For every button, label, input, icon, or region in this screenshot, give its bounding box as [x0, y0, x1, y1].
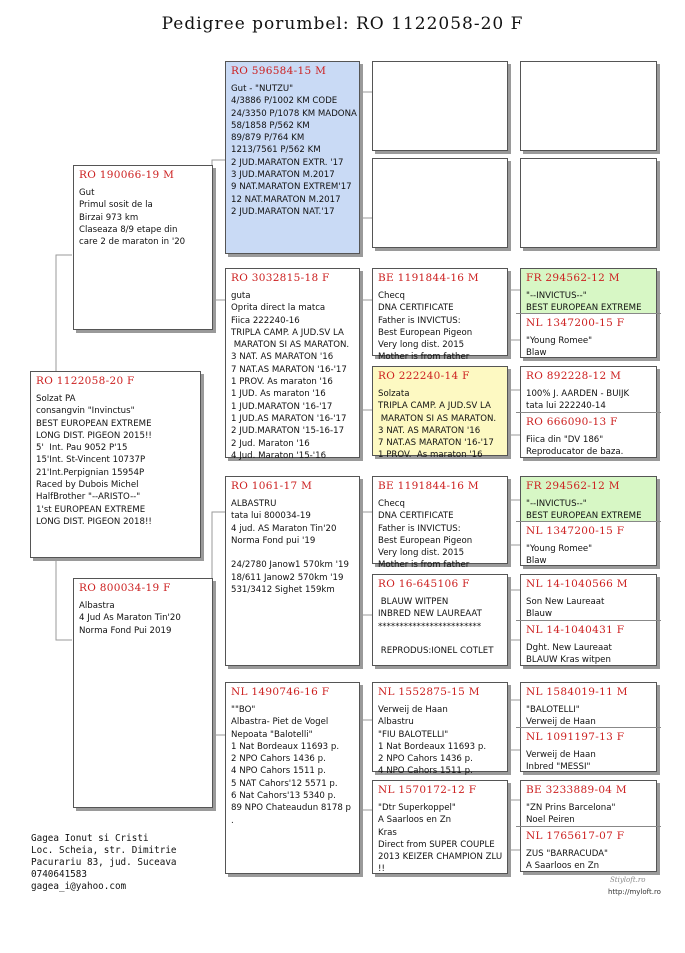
gen4-ring-6: NL 1347200-15 F — [526, 317, 625, 329]
sire-sire-notes: Gut - "NUTZU" 4/3886 P/1002 KM CODE 24/3350 P/1078 KM MADONA 58/1858 P/562 KM 89/879 P/764 KM 1213/7561 P/562 KM 2 JUD.MARATON EXTR. '17 3 JUD.MARATON M.2017 9 NAT.MARATON EXTREM'17 12 NAT.MARATON M.2017 2 JUD.MARATON NAT.'17 — [231, 84, 357, 217]
gen3-card-8[interactable] — [372, 780, 508, 874]
gen4-ring-16: NL 1765617-07 F — [526, 830, 625, 842]
dam-sire-ring: RO 1061-17 M — [231, 480, 313, 492]
dam-dam-card[interactable] — [225, 682, 360, 874]
dam-sire-card[interactable] — [225, 476, 360, 666]
gen4-notes-5: "--INVICTUS--" BEST EUROPEAN EXTREME — [526, 291, 642, 314]
gen4-cell-14[interactable] — [521, 728, 656, 777]
gen3-card-1[interactable] — [372, 61, 508, 151]
gen4-ring-11: NL 14-1040566 M — [526, 578, 628, 590]
gen4-card-pair-6[interactable] — [520, 574, 657, 666]
gen3-ring-5: BE 1191844-16 M — [378, 480, 479, 492]
gen4-ring-14: NL 1091197-13 F — [526, 731, 625, 743]
dam-notes: Albastra 4 Jud As Maraton Tin'20 Norma Fond Pui 2019 — [79, 601, 181, 636]
gen4-notes-7: 100% J. AARDEN - BUIJK tata lui 222240-14 — [526, 389, 630, 412]
gen4-card-pair-8[interactable] — [520, 780, 657, 872]
sire-card[interactable] — [73, 165, 213, 330]
gen3-notes-3: Checq DNA CERTIFICATE Father is INVICTUS: Best European Pigeon Very long dist. 2015 Mother is from father — [378, 291, 473, 363]
subject-notes: Solzat PA consangvin "Invinctus" BEST EUROPEAN EXTREME LONG DIST. PIGEON 2015!! 5' Int. Pau 9052 P'15 15'Int. St-Vincent 10737P 21'Int.Perpignian 15954P Raced by Dubois Michel HalfBrother "--ARISTO--" 1'st EUROPEAN EXTREME LONG DIST. PIGEON 2018!! — [36, 394, 152, 527]
gen3-notes-8: "Dtr Superkoppel" A Saarloos en Zn Kras Direct from SUPER COUPLE 2013 KEIZER CHAMPION ZLU !! — [378, 803, 503, 875]
dam-dam-notes: ""BO" Albastra- Piet de Vogel Nepoata "Balotelli" 1 Nat Bordeaux 11693 p. 2 NPO Cahors 1436 p. 4 NPO Cahors 1511 p. 5 NAT Cahors'12 5571 p. 6 Nat Cahors'13 5340 p. 89 NPO Chateaudun 8178 p . — [231, 705, 351, 826]
gen3-ring-3: BE 1191844-16 M — [378, 272, 479, 284]
sire-dam-card[interactable] — [225, 268, 360, 461]
gen4-ring-7: RO 892228-12 M — [526, 370, 622, 382]
gen4-cell-6[interactable] — [521, 314, 656, 363]
dam-dam-ring: NL 1490746-16 F — [231, 686, 330, 698]
dam-card[interactable] — [73, 578, 213, 808]
gen4-notes-14: Verweij de Haan Inbred "MESSI" — [526, 750, 596, 773]
owner-contact: Gagea Ionut si Cristi Loc. Scheia, str. Dimitrie Pacurariu 83, jud. Suceava 0740641583 gagea_i@yahoo.com — [31, 833, 177, 893]
gen4-cell-7[interactable] — [521, 367, 656, 412]
dam-ring: RO 800034-19 F — [79, 582, 171, 594]
gen4-notes-8: Fiica din "DV 186" Reproducator de baza. — [526, 435, 624, 458]
sire-ring: RO 190066-19 M — [79, 169, 175, 181]
gen4-ring-9: FR 294562-12 M — [526, 480, 620, 492]
gen4-notes-15: "ZN Prins Barcelona" Noel Peiren — [526, 803, 616, 826]
gen4-card-1[interactable] — [520, 61, 657, 151]
sire-dam-ring: RO 3032815-18 F — [231, 272, 330, 284]
gen4-ring-10: NL 1347200-15 F — [526, 525, 625, 537]
gen4-card-pair-5[interactable] — [520, 476, 657, 566]
gen3-notes-4: Solzata TRIPLA CAMP. A JUD.SV LA MARATON SI AS MARATON. 3 NAT. AS MARATON '16 7 NAT.AS MARATON '16-'17 1 PROV. As maraton '16 — [378, 389, 497, 461]
gen3-ring-7: NL 1552875-15 M — [378, 686, 480, 698]
gen4-notes-9: "--INVICTUS--" BEST EUROPEAN EXTREME — [526, 499, 642, 522]
sire-dam-notes: guta Oprita direct la matca Fiica 222240-16 TRIPLA CAMP. A JUD.SV LA MARATON SI AS MARATON. 3 NAT. AS MARATON '16 7 NAT.AS MARATON '16-'17 1 PROV. As maraton '16 1 JUD. As maraton '16 1 JUD.MARATON '16-'17 1 JUD.AS MARATON '16-'17 2 JUD.MARATON '15-16-17 2 Jud. Maraton '16 4 Jud. Maraton '15-'16 — [231, 291, 350, 461]
gen3-notes-7: Verweij de Haan Albastru "FIU BALOTELLI" 1 Nat Bordeaux 11693 p. 2 NPO Cahors 1436 p. 4 NPO Cahors 1511 p. — [378, 705, 487, 777]
gen3-card-7[interactable] — [372, 682, 508, 777]
gen3-card-6[interactable] — [372, 574, 508, 666]
sire-sire-card[interactable] — [225, 61, 360, 254]
gen3-ring-6: RO 16-645106 F — [378, 578, 470, 590]
gen4-cell-11[interactable] — [521, 575, 656, 620]
gen4-ring-13: NL 1584019-11 M — [526, 686, 628, 698]
gen4-cell-9[interactable] — [521, 477, 656, 521]
gen4-cell-13[interactable] — [521, 683, 656, 727]
gen3-card-3[interactable] — [372, 268, 508, 363]
gen4-cell-8[interactable] — [521, 413, 656, 462]
sire-notes: Gut Primul sosit de la Birzai 973 km Claseaza 8/9 etape din care 2 de maraton in '20 — [79, 188, 186, 248]
gen4-card-pair-3[interactable] — [520, 268, 657, 358]
gen4-ring-12: NL 14-1040431 F — [526, 624, 625, 636]
gen4-cell-16[interactable] — [521, 827, 656, 876]
gen4-notes-10: "Young Romee" Blaw — [526, 544, 593, 567]
gen3-ring-4: RO 222240-14 F — [378, 370, 470, 382]
gen3-notes-6: BLAUW WITPEN INBRED NEW LAUREAAT ************************ REPRODUS:IONEL COTLET — [378, 597, 494, 657]
gen4-ring-5: FR 294562-12 M — [526, 272, 620, 284]
subject-ring: RO 1122058-20 F — [36, 375, 135, 387]
gen4-cell-10[interactable] — [521, 522, 656, 571]
gen3-card-5[interactable] — [372, 476, 508, 571]
gen3-card-2[interactable] — [372, 158, 508, 248]
gen4-notes-11: Son New Laureaat Blauw — [526, 597, 605, 620]
gen4-cell-5[interactable] — [521, 269, 656, 313]
page-title: Pedigree porumbel: RO 1122058-20 F — [161, 14, 524, 34]
gen3-ring-8: NL 1570172-12 F — [378, 784, 477, 796]
gen3-notes-5: Checq DNA CERTIFICATE Father is INVICTUS: Best European Pigeon Very long dist. 2015 Mother is from father — [378, 499, 473, 571]
gen4-ring-15: BE 3233889-04 M — [526, 784, 627, 796]
gen4-card-pair-7[interactable] — [520, 682, 657, 772]
sire-sire-ring: RO 596584-15 M — [231, 65, 327, 77]
gen4-notes-6: "Young Romee" Blaw — [526, 336, 593, 359]
gen4-notes-16: ZUS "BARRACUDA" A Saarloos en Zn — [526, 849, 609, 872]
loft-signature: Stiyloft.ro — [610, 876, 646, 884]
gen4-card-2[interactable] — [520, 158, 657, 248]
gen4-cell-15[interactable] — [521, 781, 656, 826]
dam-sire-notes: ALBASTRU tata lui 800034-19 4 jud. AS Maraton Tin'20 Norma Fond pui '19 24/2780 Janow1 570km '19 18/611 Janow2 570km '19 531/3412 Sighet 159km — [231, 499, 349, 596]
gen3-card-4[interactable] — [372, 366, 508, 461]
gen4-card-pair-4[interactable] — [520, 366, 657, 458]
gen4-cell-12[interactable] — [521, 621, 656, 670]
gen4-notes-13: "BALOTELLI" Verweij de Haan — [526, 705, 596, 728]
website-link[interactable]: http://myloft.ro — [608, 888, 661, 896]
gen4-ring-8: RO 666090-13 F — [526, 416, 618, 428]
gen4-notes-12: Dght. New Laureaat BLAUW Kras witpen — [526, 643, 612, 666]
subject-card[interactable] — [30, 371, 201, 558]
